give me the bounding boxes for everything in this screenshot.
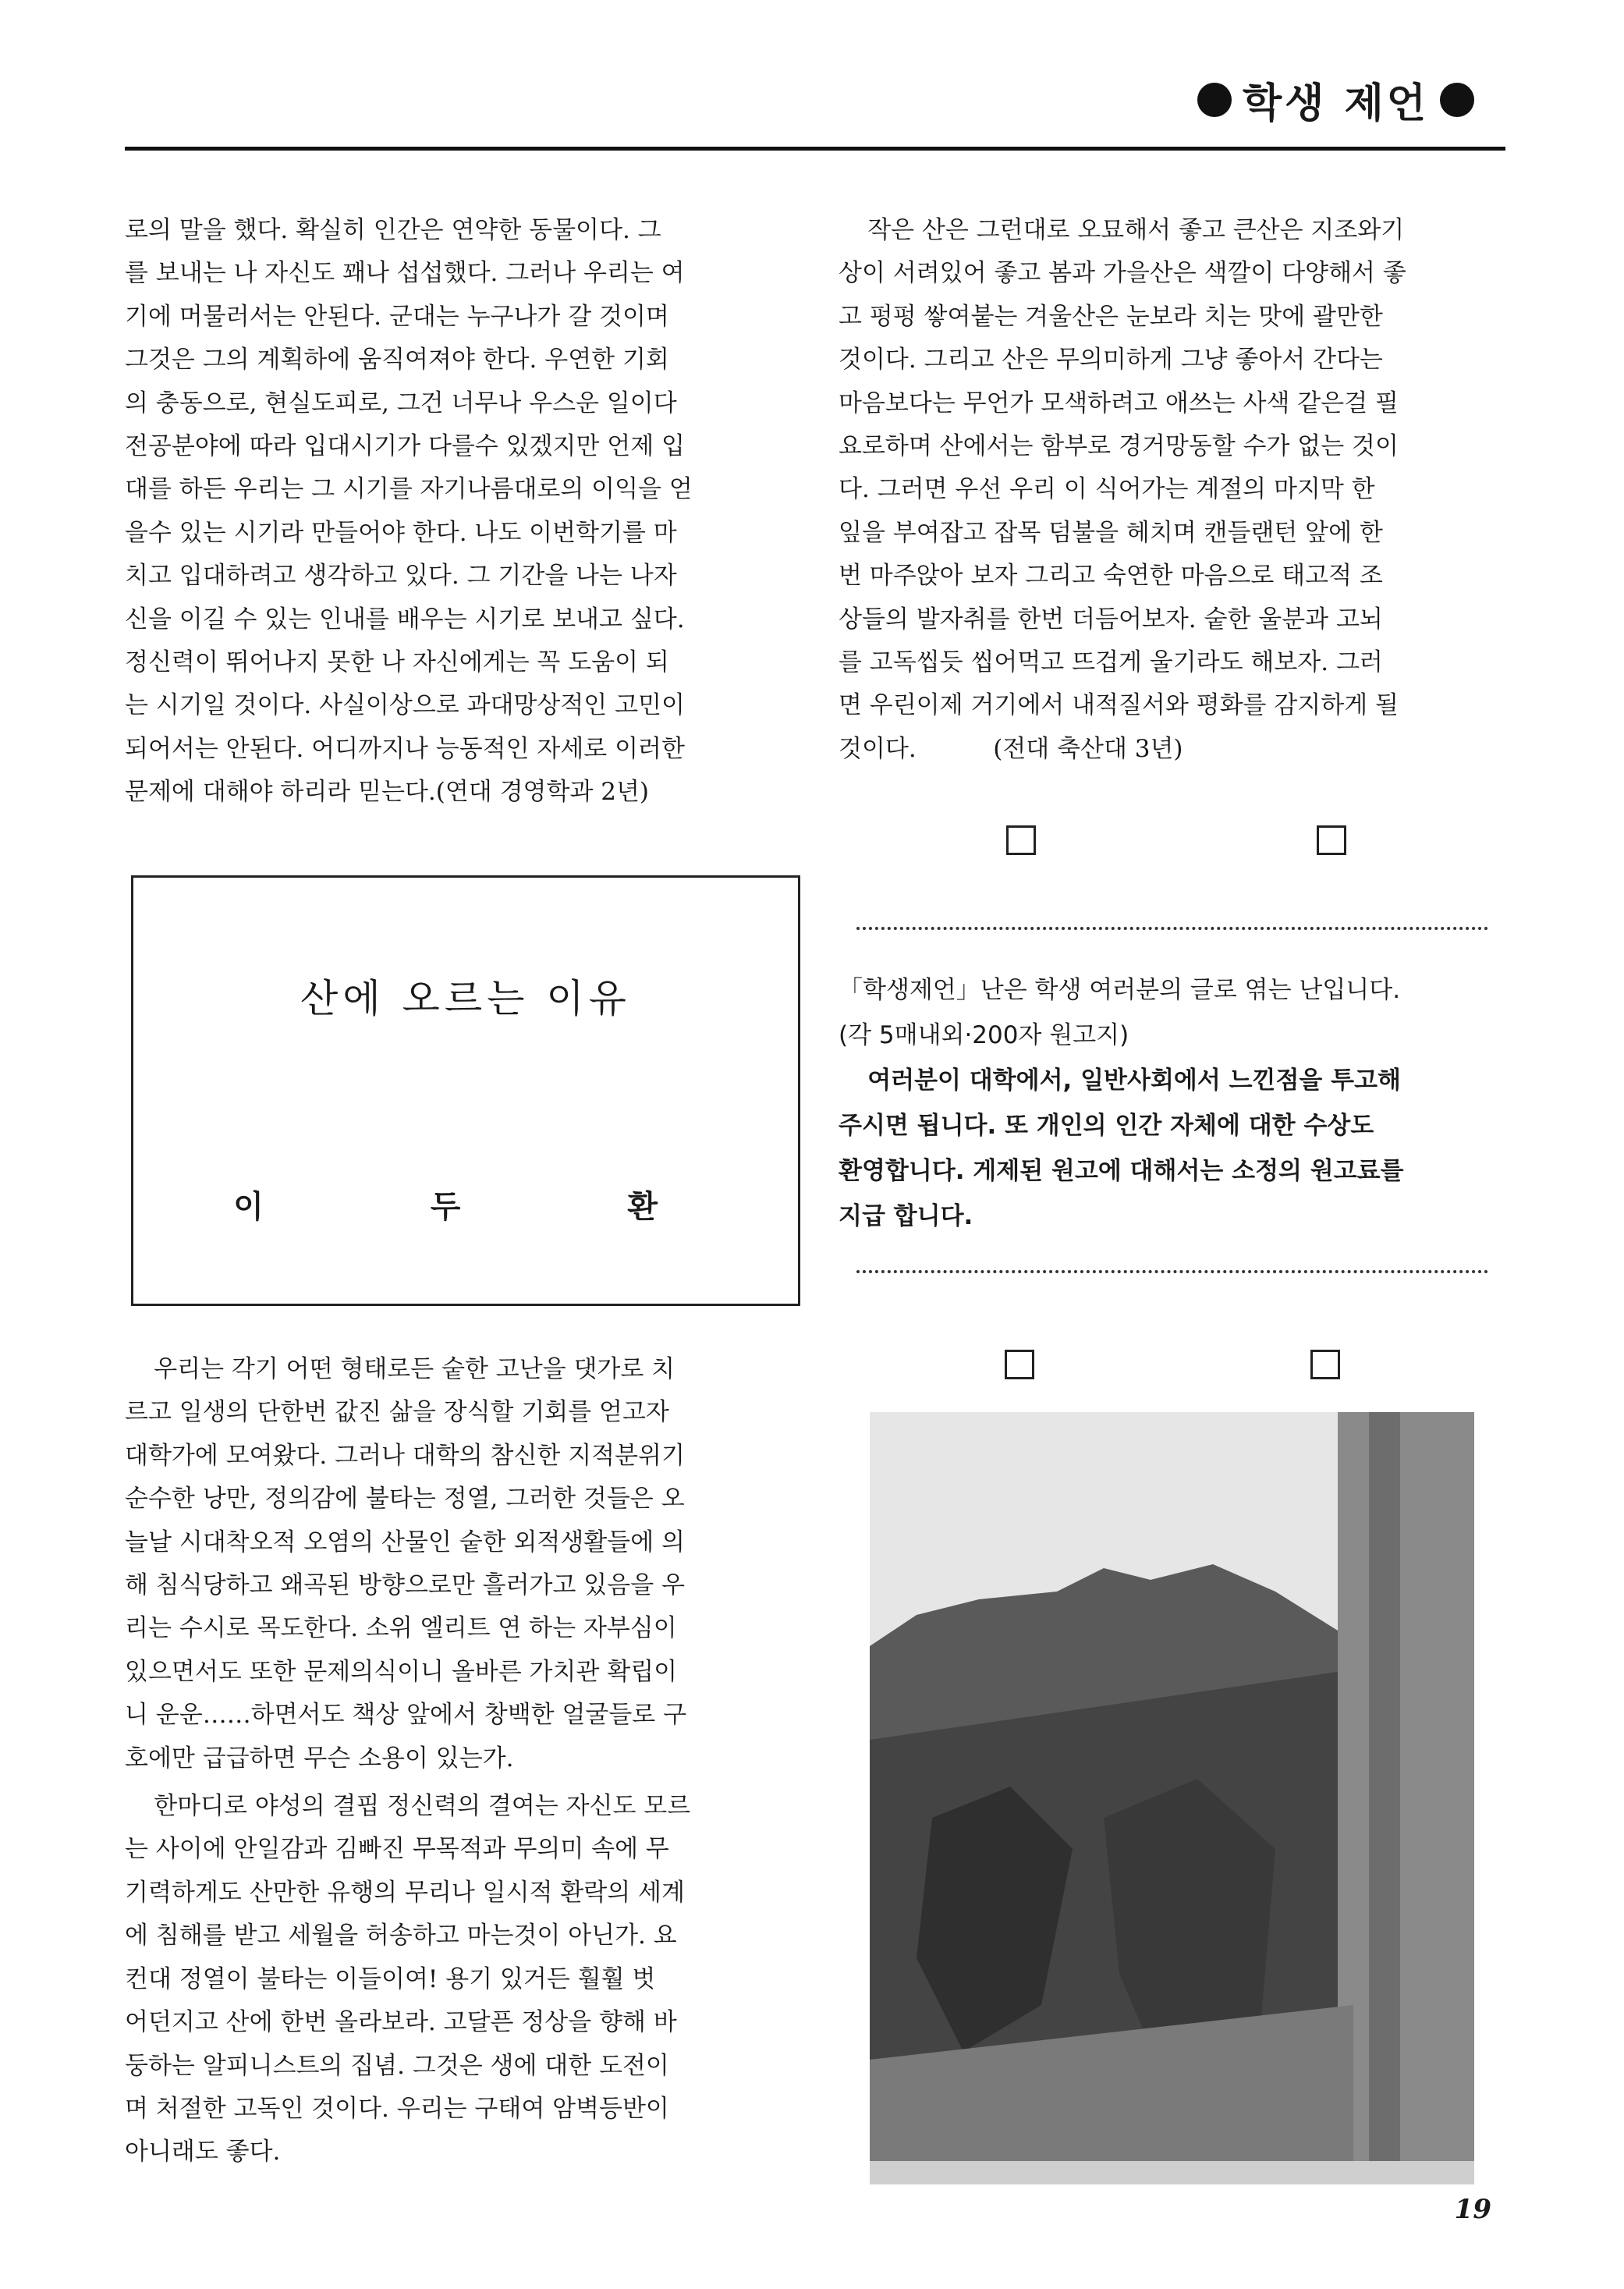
square-ornament <box>1310 1350 1340 1379</box>
text-line: 고 펑펑 쌓여붙는 겨울산은 눈보라 치는 맛에 괄만한 <box>839 302 1383 331</box>
text-line: 상이 서려있어 좋고 봄과 가을산은 색깔이 다양해서 좋 <box>839 259 1406 288</box>
dotted-divider <box>856 927 1488 935</box>
text-line: 컨대 정열이 불타는 이들이여! 용기 있거든 훨훨 벗 <box>125 1964 656 1993</box>
text-line: 며 처절한 고독인 것이다. 우리는 구태여 암벽등반이 <box>125 2094 669 2123</box>
text-line: 한마디로 야성의 결핍 정신력의 결여는 자신도 모르 <box>154 1792 691 1821</box>
text-line: 어던지고 산에 한번 올라보라. 고달픈 정상을 향해 바 <box>125 2008 677 2037</box>
section-title-text: 학생 제언 <box>1242 80 1429 127</box>
notice-line: 주시면 됩니다. 또 개인의 인간 자체에 대한 수상도 <box>839 1112 1374 1140</box>
text-line: 번 마주앉아 보자 그리고 숙연한 마음으로 태고적 조 <box>839 562 1383 591</box>
text-line: 르고 일생의 단한번 값진 삶을 장식할 기회를 얻고자 <box>125 1398 669 1427</box>
article-title-box <box>131 875 800 1306</box>
text-line: 마음보다는 무언가 모색하려고 애쓰는 사색 같은걸 필 <box>839 389 1399 417</box>
square-ornament <box>1317 825 1346 855</box>
text-line: 니 운운……하면서도 책상 앞에서 창백한 얼굴들로 구 <box>125 1701 687 1730</box>
square-ornament <box>1005 1350 1034 1379</box>
text-line: 상들의 발자취를 한번 더듬어보자. 숱한 울분과 고뇌 <box>839 605 1383 633</box>
text-line: 리는 수시로 목도한다. 소위 엘리트 연 하는 자부심이 <box>125 1614 677 1643</box>
text-line: 늘날 시대착오적 오염의 산물인 숱한 외적생활들에 의 <box>125 1528 685 1556</box>
text-line: 치고 입대하려고 생각하고 있다. 그 기간을 나는 나자 <box>125 562 677 591</box>
page-number: 19 <box>1454 2194 1491 2225</box>
text-line: 요로하며 산에서는 함부로 경거망동할 수가 없는 것이 <box>839 432 1399 461</box>
text-line: 신을 이길 수 있는 인내를 배우는 시기로 보내고 싶다. <box>125 605 685 633</box>
text-line: 를 고독씹듯 씹어먹고 뜨겁게 울기라도 해보자. 그러 <box>839 648 1383 677</box>
text-line: 작은 산은 그런대로 오묘해서 좋고 큰산은 지조와기 <box>867 216 1405 244</box>
text-line: 를 보내는 나 자신도 꽤나 섭섭했다. 그러나 우리는 여 <box>125 259 685 288</box>
notice-line: 여러분이 대학에서, 일반사회에서 느낀점을 투고해 <box>867 1066 1401 1095</box>
right-column-top-text <box>839 209 1498 771</box>
mountain-cliff-photo <box>870 1412 1474 2184</box>
text-line: 기에 머물러서는 안된다. 군대는 누구나가 갈 것이며 <box>125 302 669 331</box>
left-column-top-text <box>125 209 796 814</box>
text-line: 다. 그러면 우선 우리 이 식어가는 계절의 마지막 한 <box>839 475 1375 504</box>
bullet-icon <box>1440 83 1474 117</box>
text-line: 해 침식당하고 왜곡된 방향으로만 흘러가고 있음을 우 <box>125 1571 685 1600</box>
text-line: 그것은 그의 계획하에 움직여져야 한다. 우연한 기회 <box>125 346 669 374</box>
header-rule <box>125 147 1505 151</box>
text-line: 을수 있는 시기라 만들어야 한다. 나도 이번학기를 마 <box>125 518 677 547</box>
left-column-bottom-text <box>125 1348 796 2174</box>
text-line: 것이다. (전대 축산대 3년) <box>839 734 1183 763</box>
text-line: 있으면서도 또한 문제의식이니 올바른 가치관 확립이 <box>125 1657 678 1686</box>
text-line: 것이다. 그리고 산은 무의미하게 그냥 좋아서 간다는 <box>839 346 1383 374</box>
text-line: 둥하는 알피니스트의 집념. 그것은 생에 대한 도전이 <box>125 2051 669 2080</box>
text-line: 아니래도 좋다. <box>125 2138 281 2167</box>
photo-illustration <box>870 1412 1474 2184</box>
text-line: 정신력이 뛰어나지 못한 나 자신에게는 꼭 도움이 되 <box>125 648 669 677</box>
page-header <box>125 70 1505 148</box>
notice-line: 지급 합니다. <box>839 1202 973 1230</box>
bullet-icon <box>1197 83 1232 117</box>
text-line: 우리는 각기 어떤 형태로든 숱한 고난을 댓가로 치 <box>154 1355 675 1383</box>
text-line: 문제에 대해야 하리라 믿는다.(연대 경영학과 2년) <box>125 778 650 807</box>
submission-notice <box>839 967 1502 1239</box>
text-line: 는 사이에 안일감과 김빠진 무목적과 무의미 속에 무 <box>125 1835 669 1864</box>
notice-line: 「학생제언」난은 학생 여러분의 글로 엮는 난입니다. <box>839 976 1401 1004</box>
text-line: 는 시기일 것이다. 사실이상으로 과대망상적인 고민이 <box>125 691 685 720</box>
text-line: 면 우린이제 거기에서 내적질서와 평화를 감지하게 될 <box>839 691 1399 720</box>
text-line: 되어서는 안된다. 어디까지나 능동적인 자세로 이러한 <box>125 734 685 763</box>
text-line: 전공분야에 따라 입대시기가 다를수 있겠지만 언제 입 <box>125 432 685 461</box>
notice-line: 환영합니다. 게제된 원고에 대해서는 소정의 원고료를 <box>839 1157 1404 1185</box>
text-line: 로의 말을 했다. 확실히 인간은 연약한 동물이다. 그 <box>125 216 661 244</box>
article-title: 산에 오르는 이유 <box>300 976 631 1021</box>
text-line: 대를 하든 우리는 그 시기를 자기나름대로의 이익을 얻 <box>125 475 693 504</box>
text-line: 의 충동으로, 현실도피로, 그건 너무나 우스운 일이다 <box>125 389 677 417</box>
text-line: 에 침해를 받고 세월을 허송하고 마는것이 아닌가. 요 <box>125 1922 677 1950</box>
text-line: 순수한 낭만, 정의감에 불타는 정열, 그러한 것들은 오 <box>125 1485 685 1514</box>
square-ornament <box>1006 825 1036 855</box>
notice-line: (각 5매내외·200자 원고지) <box>839 1021 1129 1049</box>
text-line: 호에만 급급하면 무슨 소용이 있는가. <box>125 1744 514 1773</box>
dotted-divider <box>856 1270 1488 1278</box>
text-line: 대학가에 모여왔다. 그러나 대학의 참신한 지적분위기 <box>125 1441 685 1470</box>
article-author: 이 두 환 <box>233 1189 736 1225</box>
text-line: 기력하게도 산만한 유행의 무리나 일시적 환락의 세계 <box>125 1878 685 1907</box>
section-title <box>1197 70 1474 129</box>
text-line: 잎을 부여잡고 잡목 덤불을 헤치며 캔들랜턴 앞에 한 <box>839 518 1383 547</box>
